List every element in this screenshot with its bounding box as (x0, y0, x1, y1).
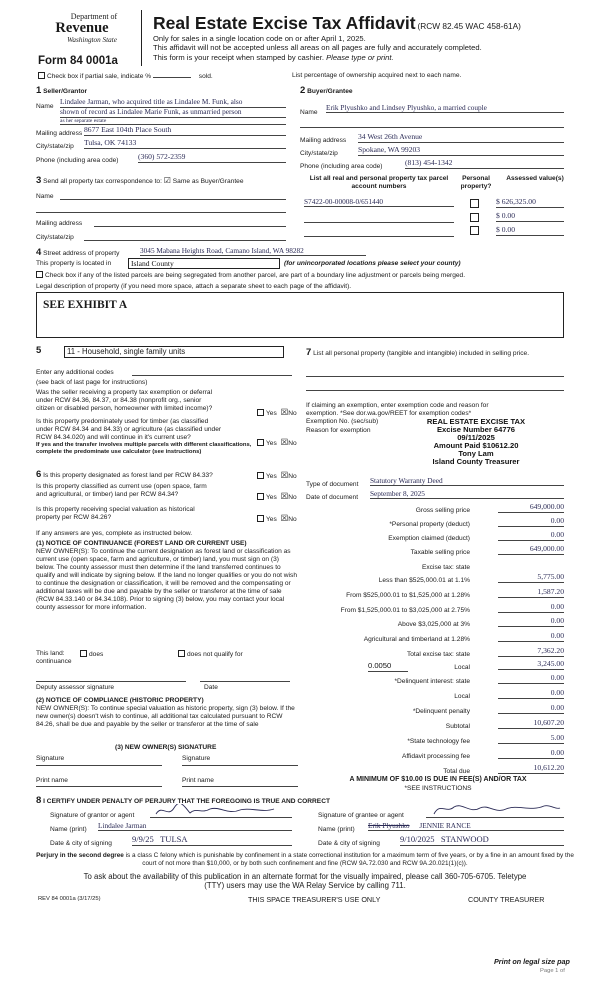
buyer-phone-label: Phone (including area code) (300, 163, 383, 170)
buyer-mailing-field[interactable]: 34 West 26th Avenue (358, 133, 564, 143)
grantor-name-label: Name (print) (50, 826, 87, 833)
calc-row-value[interactable]: 7,362.20 (498, 647, 564, 657)
grantor-signature-label: Signature of grantor or agent (50, 812, 135, 819)
grantee-date-label: Date & city of signing (318, 840, 380, 847)
partial-sale-row: Check box if partial sale, indicate % sold. (38, 72, 213, 81)
grantor-date-label: Date & city of signing (50, 840, 112, 847)
personal-property-label: 7 List all personal property (tangible and intangible) included in selling price. (306, 347, 530, 358)
same-as-buyer-checkbox[interactable]: ☑ (163, 176, 171, 185)
certify-heading: 8 I CERTIFY UNDER PENALTY OF PERJURY THAT THE FOREGOING IS TRUE AND CORRECT (36, 795, 330, 806)
local-tax-label: Local (454, 664, 470, 671)
calc-row-label: Excise tax: state (421, 564, 470, 571)
stamp-line-5: Tony Lam (458, 448, 494, 458)
this-land-label: This land: (36, 650, 65, 657)
grantor-signature-field[interactable] (150, 806, 292, 818)
calc-row-label: *Personal property (deduct) (389, 521, 470, 528)
buyer-mailing-label: Mailing address (300, 137, 347, 144)
calc-row-value[interactable]: 0.00 (498, 531, 564, 541)
doc-type-field[interactable]: Statutory Warranty Deed (370, 477, 564, 486)
calc-row-value[interactable]: 0.00 (498, 632, 564, 642)
calc-row-label: Above $3,025,000 at 3% (397, 621, 470, 628)
grantee-date-field[interactable]: 9/10/2025 STANWOOD (400, 835, 564, 846)
tech-fee-label: *State technology fee (407, 738, 470, 745)
street-address-row: 4 Street address of property (36, 247, 120, 258)
exemption-instructions: If claiming an exemption, enter exemption code and reason for exemption. *See dor.wa.gov/REET for exemption codes* Exemption No. (sec/sub) Reason for exemption (306, 402, 489, 434)
buyer-heading: 2 Buyer/Grantee (300, 85, 353, 96)
q3-yes-no: Yes ☒No (257, 471, 297, 481)
does-checkbox[interactable] (80, 650, 87, 657)
does-not-checkbox[interactable] (178, 650, 185, 657)
parcel-number-1[interactable]: S7422-00-00008-0/651440 (304, 198, 454, 207)
seller-phone-label: Phone (including area code) (36, 157, 119, 164)
q-forest-land: 6 Is this property designated as forest land per RCW 84.33? (36, 469, 213, 480)
grantee-signature-icon (426, 802, 564, 816)
legal-description-field[interactable] (36, 292, 564, 338)
corr-name-label: Name (36, 193, 54, 200)
personal-property-field-1[interactable] (306, 376, 564, 377)
deputy-signature-label: Deputy assessor signature (36, 684, 115, 691)
perjury-notice: Perjury in the second degree is a class C felony which is punishable by confinement in a state correctional institution for a maximum term of five years, or by a fine in an amount fixed by the court of not more than $10,000, or by both such confinement and fine (RCW 9A.72.030 and RCW 9A.20.021(1)(c)). (36, 852, 574, 867)
page-number: Page 1 of (540, 968, 565, 974)
calc-row-value[interactable]: 649,000.00 (498, 545, 564, 555)
delinq-penalty-value[interactable]: 0.00 (498, 704, 564, 714)
delinq-local-label: Local (454, 693, 470, 700)
header-divider (141, 10, 142, 66)
q-current-use: Is this property classified as current use (open space, farm and agricultural, or timber) land per RCW 84.34? (36, 483, 207, 498)
unincorporated-note: (for unincorporated locations please select your county) (284, 260, 461, 267)
header-note-2: This affidavit will not be accepted unless all areas on all pages are fully and accurately completed. (153, 43, 482, 53)
stamp-line-4: Amount Paid $10612.20 (433, 440, 519, 450)
dor-state-line: Washington State (67, 35, 117, 44)
legal-description-label: Legal description of property (if you need more space, attach a separate sheet to each page of the affidavit). (36, 283, 352, 290)
assessed-col-header: Assessed value(s) (506, 175, 564, 182)
calc-row-value[interactable]: 5,775.00 (498, 573, 564, 583)
calc-row-label: Total excise tax: state (406, 651, 470, 658)
minimum-due-note: A MINIMUM OF $10.00 IS DUE IN FEE(S) AND/OR TAX (349, 776, 527, 783)
grantee-name-struck: Erik Plyushko (368, 821, 410, 830)
print-name-label-1: Print name (36, 777, 68, 784)
dor-logo (36, 12, 128, 44)
local-rate-field[interactable]: 0.0050 (368, 662, 408, 672)
seller-mailing-label: Mailing address (36, 130, 83, 137)
parcel-col-header: List all real and personal property tax parcel account numbers (309, 175, 449, 191)
seller-city-field[interactable]: Tulsa, OK 74133 (84, 139, 286, 149)
owner-print-name-2[interactable] (182, 786, 298, 787)
subtotal-value[interactable]: 10,607.20 (498, 719, 564, 729)
doc-date-label: Date of document (306, 494, 359, 501)
list-percentage-note: List percentage of ownership acquired next to each name. (292, 72, 462, 79)
personal-property-field-2[interactable] (306, 390, 564, 391)
personal-checkbox-1[interactable] (470, 199, 479, 208)
calc-row-value[interactable]: 649,000.00 (498, 503, 564, 513)
stamp-line-6: Island County Treasurer (432, 456, 520, 466)
corr-mailing-label: Mailing address (36, 220, 83, 227)
form-title (153, 13, 521, 33)
q2-yes-checkbox[interactable] (257, 439, 264, 446)
personal-col-header: Personal property? (460, 175, 492, 191)
assessed-value-1[interactable]: $ 626,325.00 (496, 198, 564, 208)
stamp-line-1: REAL ESTATE EXCISE TAX (426, 417, 526, 426)
buyer-city-field[interactable]: Spokane, WA 99203 (358, 146, 564, 156)
buyer-city-label: City/state/zip (300, 150, 338, 157)
q1-yes-no: Yes ☒No (257, 408, 297, 418)
calc-row-value[interactable]: 0.00 (498, 617, 564, 627)
seller-mailing-field[interactable]: 8677 East 104th Place South (84, 126, 286, 136)
q2-no-checkbox[interactable]: ☒ (280, 437, 289, 447)
q-exemption-deferral: Was the seller receiving a property tax exemption or deferral under RCW 84.36, 84.37, or 84.38 (nonprofit org., senior citizen or disabled person, homeowner with limited income)? (36, 389, 213, 412)
owner-signature-2[interactable] (182, 765, 298, 766)
located-in-label: This property is located in (36, 260, 112, 267)
total-due-label: Total due (443, 768, 470, 775)
parcel-number-3[interactable] (304, 228, 454, 237)
personal-checkbox-2[interactable] (470, 213, 479, 222)
assessed-value-2[interactable]: $ 0.00 (496, 212, 564, 222)
does-not-option: does not qualify for (178, 650, 243, 659)
owner-print-name-1[interactable] (36, 786, 162, 787)
grantee-signature-field[interactable] (426, 806, 564, 818)
grantee-name-label: Name (print) (318, 826, 355, 833)
delinq-state-label: *Delinquent interest: state (394, 678, 470, 685)
seller-heading: 1 Seller/Grantor (36, 85, 88, 96)
new-owner-signature-title: (3) NEW OWNER(S) SIGNATURE (115, 744, 217, 751)
delinq-penalty-label: *Delinquent penalty (412, 708, 470, 715)
print-name-label-2: Print name (182, 777, 214, 784)
forest-no-checkbox[interactable]: ☒ (280, 470, 289, 480)
does-option: does (80, 650, 103, 659)
q4-yes-no: Yes ☒No (257, 492, 297, 502)
grantee-name-field[interactable] (368, 822, 564, 831)
legal-description-value: SEE EXHIBIT A (43, 299, 128, 311)
q2-yes-no: Yes ☒No (257, 438, 297, 448)
buyer-name-label: Name (300, 109, 318, 116)
street-address-field[interactable]: 3045 Mabana Heights Road, Camano Island, WA 98282 (140, 247, 366, 256)
county-select[interactable]: Island County (128, 258, 280, 269)
see-instructions-note: *SEE INSTRUCTIONS (404, 785, 472, 792)
doc-date-field[interactable]: September 8, 2025 (370, 490, 564, 499)
grantee-signature-label: Signature of grantee or agent (318, 812, 404, 819)
calc-row-label: Exemption claimed (deduct) (388, 535, 470, 542)
stamp-line-3: 09/11/2025 (457, 432, 495, 442)
continuance-title: (1) NOTICE OF CONTINUANCE (FOREST LAND OR CURRENT USE) (36, 540, 247, 547)
grantor-date-field[interactable]: 9/9/25 TULSA (132, 835, 292, 846)
seller-city-label: City/state/zip (36, 143, 74, 150)
title-text: Real Estate Excise Tax Affidavit (153, 13, 416, 33)
header-note-3: This form is your receipt when stamped by cashier. Please type or print. (153, 52, 394, 62)
calc-row-label: Gross selling price (415, 507, 470, 514)
buyer-name-line-2 (300, 127, 564, 128)
corr-city-field[interactable] (84, 240, 286, 241)
deputy-signature-field[interactable] (36, 681, 186, 682)
county-treasurer-label: COUNTY TREASURER (468, 895, 545, 904)
signature-label-2: Signature (182, 755, 211, 762)
tech-fee-value[interactable]: 5.00 (498, 734, 564, 744)
current-use-no-checkbox[interactable]: ☒ (280, 491, 289, 501)
affidavit-fee-label: Affidavit processing fee (401, 753, 470, 760)
calc-row-label: From $525,000.01 to $1,525,000 at 1.28% (346, 592, 470, 599)
section-5-number: 5 (36, 345, 42, 356)
subtotal-label: Subtotal (445, 723, 470, 730)
form-number: Form 84 0001a (38, 55, 118, 67)
corr-name-line-2 (36, 212, 286, 213)
q-timber-agriculture: Is this property predominately used for timber (as classified under RCW 84.34 and 84.33) or agriculture (as classified under RCW 84.34.020) and will continue in it's current use? If yes and the transfer involves multiple parcels with different classifications, complete the predominate use calculator (see instructions) (36, 418, 252, 455)
print-legal-note: Print on legal size pap (494, 957, 570, 966)
signature-label-1: Signature (36, 755, 65, 762)
land-use-code-select[interactable]: 11 - Household, single family units (64, 346, 284, 358)
calc-row-label: From $1,525,000.01 to $3,025,000 at 2.75% (340, 607, 470, 614)
assessed-value-3[interactable]: $ 0.00 (496, 226, 564, 236)
buyer-phone-field[interactable]: (813) 454-1342 (405, 159, 564, 169)
corr-city-label: City/state/zip (36, 234, 74, 241)
historic-no-checkbox[interactable]: ☒ (280, 513, 289, 523)
calc-row-value[interactable]: 0.00 (498, 517, 564, 527)
q5-yes-no: Yes ☒No (257, 514, 297, 524)
header-note-1: Only for sales in a single location code on or after April 1, 2025. (153, 34, 366, 43)
title-cite: (RCW 82.45 WAC 458-61A) (417, 21, 521, 31)
q1-yes-checkbox[interactable] (257, 409, 264, 416)
continuance-body: NEW OWNER(S): To continue the current designation as forest land or classification as current use (open space, farm and agriculture, or timber) land, you must sign on (3) below. The county assessor must then determine if the land transferred continues to qualify and will indicate by signing below. If the land no longer qualifies or you do not wish to continue the designation or classification, it will be removed and the compensating or additional taxes will be due and payable by the seller or transferor at the time of sale (RCW 84.33.140 or 84.34.108). Prior to signing (3) below, you may contact your local county assessor for more information. (36, 548, 297, 612)
doc-type-label: Type of document (306, 481, 359, 488)
header-notes (153, 34, 482, 62)
grantor-name-field[interactable]: Lindalee Jarman (98, 822, 292, 831)
current-use-yes-checkbox[interactable] (257, 493, 264, 500)
corr-mailing-field[interactable] (94, 226, 286, 227)
seller-phone-field[interactable]: (360) 572-2359 (138, 153, 286, 163)
deputy-date-field[interactable] (200, 681, 290, 682)
buyer-name-field[interactable]: Erik Plyushko and Lindsey Plyushko, a married couple (326, 104, 564, 113)
calc-row-label: Agricultural and timberland at 1.28% (363, 636, 470, 643)
additional-codes-label: Enter any additional codes (36, 369, 114, 376)
compliance-title: (2) NOTICE OF COMPLIANCE (HISTORIC PROPERTY) (36, 697, 204, 704)
calc-row-value[interactable]: 1,587.20 (498, 588, 564, 598)
deputy-date-label: Date (204, 684, 218, 691)
calc-row-label: Taxable selling price (410, 549, 470, 556)
calc-row-value[interactable]: 0.00 (498, 603, 564, 613)
seller-name-field[interactable]: Lindalee Jarman, who acquired title as Lindalee M. Funk, also shown of record as Lindalee Marie Funk, as unmarried person as her separate estate (60, 98, 286, 125)
partial-sale-checkbox[interactable] (38, 72, 45, 79)
treasurer-space-label: THIS SPACE TREASURER'S USE ONLY (248, 895, 381, 904)
segregated-row: Check box if any of the listed parcels are being segregated from another parcel, are part of a boundary line adjustment or parcels being merged. (36, 271, 465, 280)
correspondence-heading: 3 Send all property tax correspondence to: ☑ Same as Buyer/Grantee (36, 175, 244, 186)
forest-yes-checkbox[interactable] (257, 472, 264, 479)
local-tax-value[interactable]: 3,245.00 (498, 660, 564, 670)
treasurer-stamp (396, 418, 556, 466)
grantor-signature-icon (150, 804, 292, 816)
delinq-local-value[interactable]: 0.00 (498, 689, 564, 699)
q1-no-checkbox[interactable]: ☒ (280, 407, 289, 417)
codes-instructions: (see back of last page for instructions) (36, 379, 148, 386)
affidavit-fee-value[interactable]: 0.00 (498, 749, 564, 759)
compliance-body: NEW OWNER(S): To continue special valuation as historic property, sign (3) below. If the new owner(s) doesn't wish to continue, all additional tax calculated pursuant to RCW 84.26, shall be due and payable by the seller or transferor at the time of sale (36, 705, 295, 729)
revision-number: REV 84 0001a (3/17/25) (38, 896, 101, 902)
dor-revenue-word: Revenue (55, 20, 109, 37)
parcel-number-2[interactable] (304, 214, 454, 223)
historic-yes-checkbox[interactable] (257, 515, 264, 522)
continuance-label: continuance (36, 658, 72, 665)
owner-signature-1[interactable] (36, 765, 162, 766)
additional-codes-field[interactable] (132, 375, 292, 376)
corr-name-field[interactable] (60, 199, 286, 200)
dor-dept-line: Department of (70, 12, 118, 21)
grantee-name-value: JENNIE RANCE (419, 821, 471, 830)
calc-row-label: Less than $525,000.01 at 1.1% (378, 577, 470, 584)
personal-checkbox-3[interactable] (470, 226, 479, 235)
total-due-value[interactable]: 10,612.20 (498, 764, 564, 774)
q-historic: Is this property receiving special valuation as historical property per RCW 84.26? (36, 506, 195, 521)
delinq-state-value[interactable]: 0.00 (498, 674, 564, 684)
answer-note: If any answers are yes, complete as instructed below. (36, 530, 193, 537)
alternate-format-notice: To ask about the availability of this publication in an alternate format for the visually impaired, please call 360-705-6705. Teletype (TTY) users may use the WA Relay Service by calling 711. (83, 872, 527, 891)
seller-name-label: Name (36, 103, 54, 110)
stamp-line-2: Excise Number 64776 (436, 424, 516, 434)
segregated-checkbox[interactable] (36, 271, 43, 278)
